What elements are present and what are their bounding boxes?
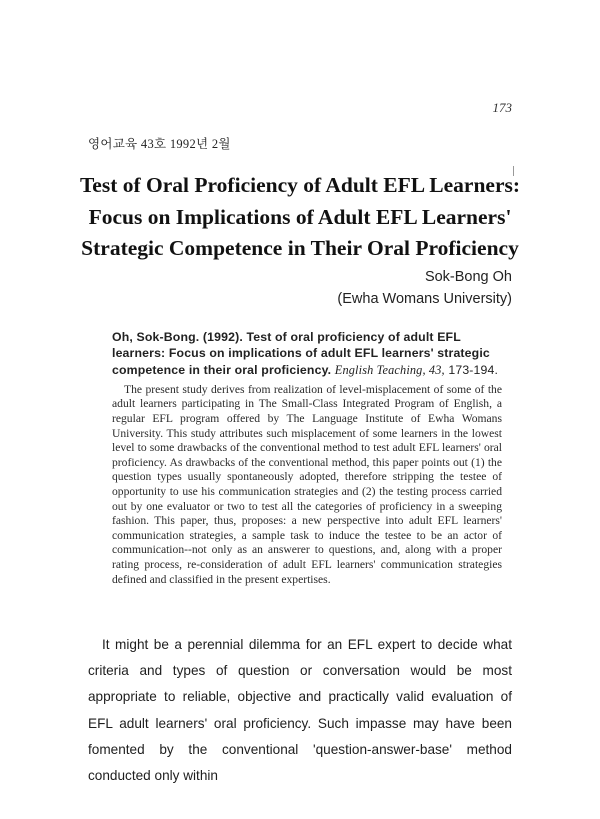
author-affiliation: (Ewha Womans University): [337, 291, 512, 307]
citation-pages: 173-194.: [448, 362, 499, 377]
body-paragraph: It might be a perennial dilemma for an EFL expert to decide what criteria and types of question or conversation would be most appropriate to reliable, objective and practically valid evaluation of EFL adult learners' oral proficiency. Such impasse may have been fomented by the conventional 'question-answer-base' method conducted only within: [88, 637, 512, 784]
author-block: [337, 266, 512, 310]
paper-title: [60, 170, 540, 265]
title-line-1: Test of Oral Proficiency of Adult EFL Learners:: [79, 173, 521, 197]
title-line-2: Focus on Implications of Adult EFL Learners': [88, 204, 512, 229]
title-line-3: Strategic Competence in Their Oral Proficiency: [81, 236, 519, 260]
journal-reference: 영어교육 43호 1992년 2월: [88, 137, 231, 151]
abstract-citation: [112, 329, 502, 378]
abstract-body: The present study derives from realization of level-misplacement of some of the adult learners participating in The Small-Class Integrated Program of English, a regular EFL program offered by The Language Institute of Ewha Womans University. This study attributes such misplacement of some learners in the lowest level to some drawbacks of the conventional method to test adult EFL learners' oral proficiency. As drawbacks of the conventional method, this paper points out (1) the question types usually spontaneously adopted, therefore stripping the testee of opportunity to use his communication strategies and (2) the testing process carried out by one evaluator or two to test all the categories of proficiency in a sweeping fashion. This paper, thus, proposes: a new perspective into adult EFL learners' communication strategies, a sample task to induce the testee to be an actor of communication--not only as an answerer to questions, and, along with a proper rating process, re-consideration of adult EFL learners' communication strategies defined and classified in the present expertises.: [112, 382, 502, 586]
citation-main: Oh, Sok-Bong. (1992). Test of oral proficiency of adult EFL learners: Focus on implications of adult EFL learners' strategic competence in their oral proficiency.: [112, 330, 490, 377]
abstract-block: [112, 329, 502, 587]
page-number: 173: [492, 100, 512, 115]
citation-journal: English Teaching, 43,: [334, 362, 445, 377]
author-name: Sok-Bong Oh: [424, 269, 512, 285]
